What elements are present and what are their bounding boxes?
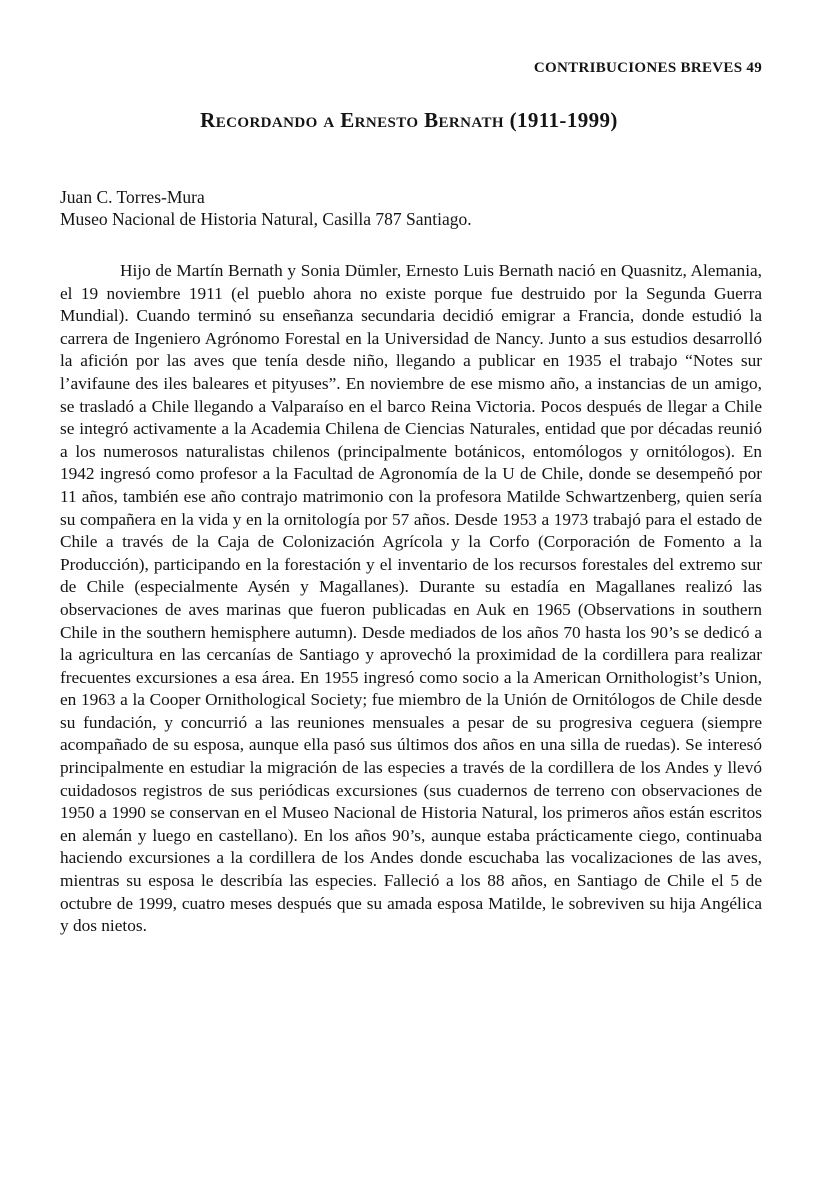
author-affiliation: Museo Nacional de Historia Natural, Casilla 787 Santiago. bbox=[60, 209, 472, 229]
author-name: Juan C. Torres-Mura bbox=[60, 187, 205, 207]
article-title: Recordando a Ernesto Bernath (1911-1999) bbox=[200, 108, 618, 132]
author-block bbox=[60, 186, 472, 230]
running-head: CONTRIBUCIONES BREVES 49 bbox=[533, 60, 762, 76]
article-body-paragraph: Hijo de Martín Bernath y Sonia Dümler, Ernesto Luis Bernath nació en Quasnitz, Alemania, el 19 noviembre 1911 (el pueblo ahora no existe porque fue destruido por la Segunda Guerra Mundial). Cuando terminó su enseñanza secundaria decidió emigrar a Francia, donde estudió la carrera de Ingeniero Agrónomo Forestal en la Universidad de Nancy. Junto a sus estudios desarrolló la afición por las aves que tenía desde niño, llegando a publicar en 1935 el trabajo “Notes sur l’avifaune des iles baleares et pityuses”. En noviembre de ese mismo año, a instancias de un amigo, se trasladó a Chile llegando a Valparaíso en el barco Reina Victoria. Pocos después de llegar a Chile se integró activamente a la Academia Chilena de Ciencias Naturales, entidad que por décadas reunió a los numerosos naturalistas chilenos (principalmente botánicos, entomólogos y ornitólogos). En 1942 ingresó como profesor a la Facultad de Agronomía de la U de Chile, donde se desempeñó por 11 años, también ese año contrajo matrimonio con la profesora Matilde Schwartzenberg, quien sería su compañera en la vida y en la ornitología por 57 años. Desde 1953 a 1973 trabajó para el estado de Chile a través de la Caja de Colonización Agrícola y la Corfo (Corporación de Fomento a la Producción), participando en la forestación y el inventario de los recursos forestales del extremo sur de Chile (especialmente Aysén y Magallanes). Durante su estadía en Magallanes realizó las observaciones de aves marinas que fueron publicadas en Auk en 1965 (Observations in southern Chile in the southern hemisphere autumn). Desde mediados de los años 70 hasta los 90’s se dedicó a la agricultura en las cercanías de Santiago y aprovechó la proximidad de la cordillera para realizar frecuentes excursiones a esa área. En 1955 ingresó como socio a la American Ornithologist’s Union, en 1963 a la Cooper Ornithological Society; fue miembro de la Unión de Ornitólogos de Chile desde su fundación, y concurrió a las reuniones mensuales a pesar de su progresiva ceguera (siempre acompañado de su esposa, aunque ella pasó sus últimos dos años en una silla de ruedas). Se interesó principalmente en estudiar la migración de las especies a través de la cordillera de los Andes y llevó cuidadosos registros de sus periódicas excursiones (sus cuadernos de terreno con observaciones de 1950 a 1990 se conservan en el Museo Nacional de Historia Natural, los primeros años están escritos en alemán y luego en castellano). En los años 90’s, aunque estaba prácticamente ciego, continuaba haciendo excursiones a la cordillera de los Andes donde escuchaba las vocalizaciones de las aves, mientras su esposa le describía las especies. Falleció a los 88 años, en Santiago de Chile el 5 de octubre de 1999, cuatro meses después que su amada esposa Matilde, le sobreviven su hija Angélica y dos nietos. bbox=[60, 261, 762, 936]
